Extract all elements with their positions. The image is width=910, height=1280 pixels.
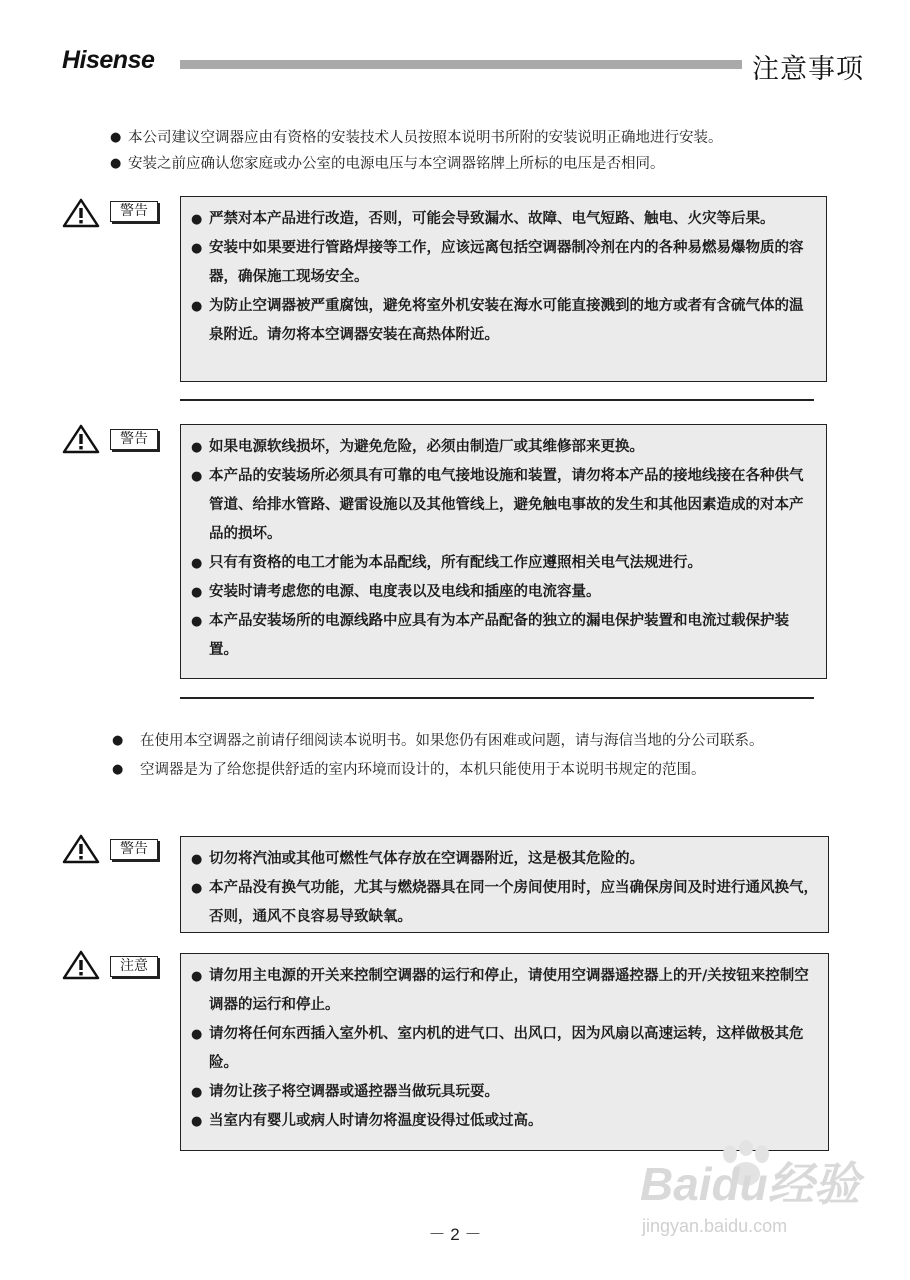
section-divider xyxy=(180,697,814,699)
list-item: ● 安装时请考虑您的电源、电度表以及电线和插座的电流容量。 xyxy=(191,578,816,607)
header-divider-bar xyxy=(180,60,742,69)
list-item: ● 请勿将任何东西插入室外机、室内机的进气口、出风口，因为风扇以高速运转，这样做极其危险。 xyxy=(191,1020,818,1078)
list-item: ● 本产品没有换气功能，尤其与燃烧器具在同一个房间使用时，应当确保房间及时进行通风换气，否则，通风不良容易导致缺氧。 xyxy=(191,874,818,932)
list-item: ● 严禁对本产品进行改造，否则，可能会导致漏水、故障、电气短路、触电、火灾等后果。 xyxy=(191,205,816,234)
watermark-brand: Baidu经验 xyxy=(640,1158,860,1210)
intro-middle-list xyxy=(112,728,832,786)
warning-label: 警告 xyxy=(110,839,158,860)
warning-triangle-icon xyxy=(62,198,100,228)
hisense-logo: Hisense xyxy=(62,46,155,74)
list-item: ● 为防止空调器被严重腐蚀，避免将室外机安装在海水可能直接溅到的地方或者有含硫气体的温泉附近。请勿将本空调器安装在高热体附近。 xyxy=(191,292,816,350)
list-item: ● 如果电源软线损坏，为避免危险，必须由制造厂或其维修部来更换。 xyxy=(191,433,816,462)
list-item: ● 请勿用主电源的开关来控制空调器的运行和停止，请使用空调器遥控器上的开/关按钮来控制空调器的运行和停止。 xyxy=(191,962,818,1020)
caution-box xyxy=(180,953,829,1151)
list-item: ● 空调器是为了给您提供舒适的室内环境而设计的，本机只能使用于本说明书规定的范围。 xyxy=(112,757,832,783)
warning-triangle-icon xyxy=(62,424,100,454)
page-number: － 2 － xyxy=(428,1225,482,1244)
warning-label: 警告 xyxy=(110,429,158,450)
page-title: 注意事项 xyxy=(752,54,864,85)
warning-box-1 xyxy=(180,196,827,382)
list-item: ● 切勿将汽油或其他可燃性气体存放在空调器附近，这是极其危险的。 xyxy=(191,845,818,874)
warning-label: 警告 xyxy=(110,201,158,222)
list-item: ● 安装之前应确认您家庭或办公室的电源电压与本空调器铭牌上所标的电压是否相同。 xyxy=(110,151,850,177)
list-item: ● 本产品的安装场所必须具有可靠的电气接地设施和装置，请勿将本产品的接地线接在各种供气管道、给排水管路、避雷设施以及其他管线上，避免触电事故的发生和其他因素造成的对本产品的损坏。 xyxy=(191,462,816,549)
warning-box-2 xyxy=(180,424,827,679)
list-item: ● 本公司建议空调器应由有资格的安装技术人员按照本说明书所附的安装说明正确地进行安装。 xyxy=(110,125,850,151)
caution-triangle-icon xyxy=(62,950,100,980)
list-item: ● 当室内有婴儿或病人时请勿将温度设得过低或过高。 xyxy=(191,1107,818,1136)
watermark-url: jingyan.baidu.com xyxy=(642,1216,788,1236)
list-item: ● 请勿让孩子将空调器或遥控器当做玩具玩耍。 xyxy=(191,1078,818,1107)
warning-box-3 xyxy=(180,836,829,933)
list-item: ● 在使用本空调器之前请仔细阅读本说明书。如果您仍有困难或问题，请与海信当地的分公司联系。 xyxy=(112,728,832,754)
list-item: ● 安装中如果要进行管路焊接等工作，应该远离包括空调器制冷剂在内的各种易燃易爆物质的容器，确保施工现场安全。 xyxy=(191,234,816,292)
list-item: ● 只有有资格的电工才能为本品配线，所有配线工作应遵照相关电气法规进行。 xyxy=(191,549,816,578)
section-divider xyxy=(180,399,814,401)
list-item: ● 本产品安装场所的电源线路中应具有为本产品配备的独立的漏电保护装置和电流过载保护装置。 xyxy=(191,607,816,665)
caution-label: 注意 xyxy=(110,956,158,977)
intro-top-list xyxy=(110,125,850,177)
warning-triangle-icon xyxy=(62,834,100,864)
